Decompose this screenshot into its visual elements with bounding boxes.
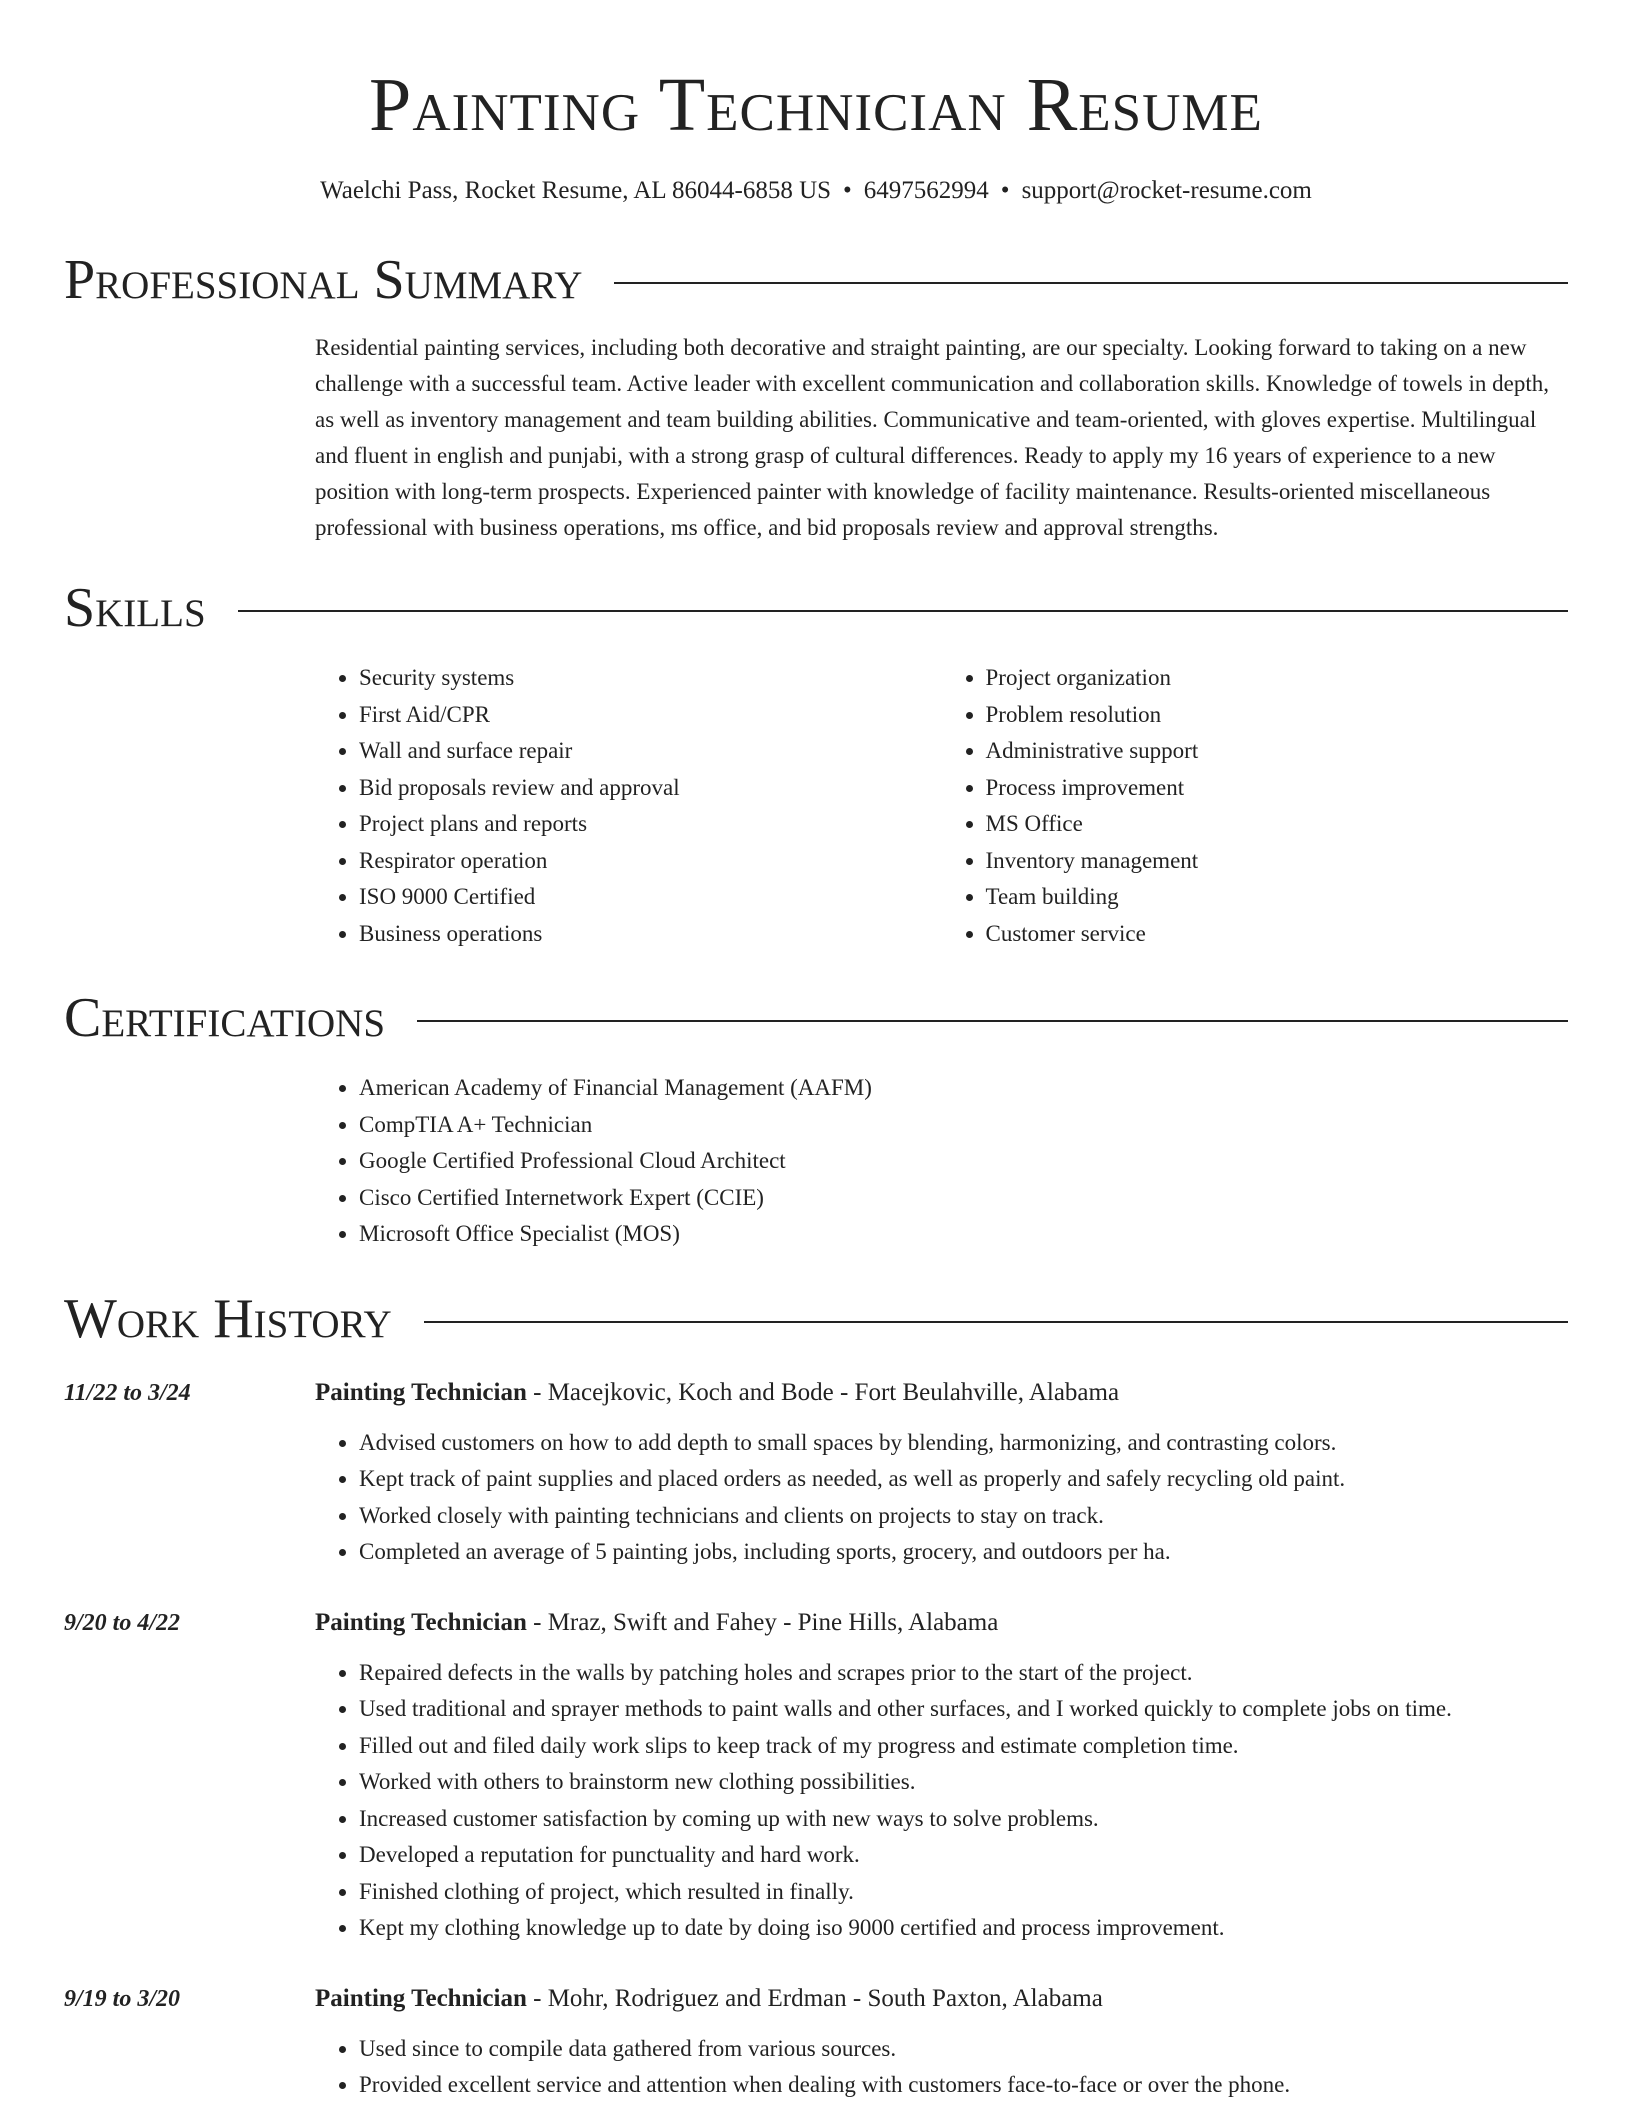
certifications-list <box>315 1070 1568 1253</box>
list-item: • Administrative support <box>986 733 1569 770</box>
list-item: • Process improvement <box>986 770 1569 807</box>
list-item: • Team building <box>986 879 1569 916</box>
job-entry <box>64 1375 1568 1571</box>
list-item: • Used traditional and sprayer methods to paint walls and other surfaces, and I worked quickly to complete jobs on time. <box>359 1691 1568 1728</box>
list-item: • American Academy of Financial Management (AAFM) <box>359 1070 1568 1107</box>
list-item: • Developed a reputation for punctuality and hard work. <box>359 1837 1568 1874</box>
email: support@rocket-resume.com <box>1021 177 1312 204</box>
list-item: • First Aid/CPR <box>359 697 942 734</box>
summary-section <box>315 330 1568 546</box>
list-item: • Used since to compile data gathered from various sources. <box>359 2031 1568 2068</box>
separator: • <box>843 177 852 204</box>
list-item: • Project organization <box>986 660 1569 697</box>
separator: • <box>1000 177 1010 204</box>
list-item: • Provided excellent service and attention when dealing with customers face-to-face or over the phone. <box>359 2067 1568 2104</box>
list-item: • ISO 9000 Certified <box>359 879 942 916</box>
section-divider <box>417 1020 1568 1022</box>
job-detail <box>315 1605 1568 1947</box>
list-item: • Customer service <box>986 916 1569 953</box>
list-item: • Cisco Certified Internetwork Expert (CCIE) <box>359 1180 1568 1217</box>
list-item: • Inventory management <box>986 843 1569 880</box>
list-item: • Problem resolution <box>986 697 1569 734</box>
job-title-line <box>315 1981 1568 2017</box>
skills-list-right <box>942 660 1569 952</box>
section-divider <box>614 282 1568 284</box>
summary-section-header <box>64 248 1568 312</box>
job-company: - Mraz, Swift and Fahey - Pine Hills, Alabama <box>526 1608 999 1636</box>
summary-text: Residential painting services, including both decorative and straight painting, are our specialty. Looking forward to taking on a new challenge with a successful team. Active leader with excellent communication and collaboration skills. Knowledge of towels in depth, as well as inventory management and team building abilities. Communicative and team-oriented, with gloves expertise. Multilingual and fluent in english and punjabi, with a strong grasp of cultural differences. Ready to apply my 16 years of experience to a new position with long-term prospects. Experienced painter with knowledge of facility maintenance. Results-oriented miscellaneous professional with business operations, ms office, and bid proposals review and approval strengths. <box>315 335 1549 540</box>
list-item: • Filled out and filed daily work slips to keep track of my progress and estimate completion time. <box>359 1728 1568 1765</box>
list-item: • MS Office <box>986 806 1569 843</box>
job-dates: 9/20 to 4/22 <box>64 1609 181 1636</box>
phone: 6497562994 <box>863 177 989 204</box>
job-title: Painting Technician <box>315 1984 527 2012</box>
section-divider <box>238 610 1568 612</box>
section-heading: Professional Summary <box>64 249 583 311</box>
list-item: • Completed an average of 5 painting jobs, including sports, grocery, and outdoors per ha. <box>359 1534 1568 1571</box>
job-company: - Mohr, Rodriguez and Erdman - South Paxton, Alabama <box>526 1984 1103 2012</box>
job-entry <box>64 1981 1568 2104</box>
contact-line <box>64 174 1568 208</box>
list-item: • Finished clothing of project, which resulted in finally. <box>359 1874 1568 1911</box>
list-item: • Microsoft Office Specialist (MOS) <box>359 1216 1568 1253</box>
skills-list-left <box>315 660 942 952</box>
address: Waelchi Pass, Rocket Resume, AL 86044-6858 US <box>320 177 832 204</box>
list-item: • Wall and surface repair <box>359 733 942 770</box>
skills-section-header <box>64 576 1568 640</box>
list-item: • Increased customer satisfaction by coming up with new ways to solve problems. <box>359 1801 1568 1838</box>
job-company: - Macejkovic, Koch and Bode - Fort Beulahville, Alabama <box>526 1378 1120 1406</box>
job-entry <box>64 1605 1568 1947</box>
job-detail <box>315 1375 1568 1571</box>
list-item: • Kept track of paint supplies and placed orders as needed, as well as properly and safely recycling old paint. <box>359 1461 1568 1498</box>
list-item: • Advised customers on how to add depth to small spaces by blending, harmonizing, and contrasting colors. <box>359 1425 1568 1462</box>
list-item: • Worked closely with painting technicians and clients on projects to stay on track. <box>359 1498 1568 1535</box>
job-title: Painting Technician <box>315 1608 527 1636</box>
list-item: • CompTIA A+ Technician <box>359 1107 1568 1144</box>
work-history-section-header <box>64 1287 1568 1351</box>
section-heading: Work History <box>64 1287 392 1350</box>
certifications-section <box>315 1070 1568 1253</box>
job-title: Painting Technician <box>315 1378 527 1406</box>
list-item: • Respirator operation <box>359 843 942 880</box>
job-detail <box>315 1981 1568 2104</box>
job-bullets <box>315 2031 1568 2104</box>
section-divider <box>424 1321 1568 1323</box>
job-dates: 11/22 to 3/24 <box>64 1379 191 1406</box>
list-item: • Bid proposals review and approval <box>359 770 942 807</box>
list-item: • Repaired defects in the walls by patching holes and scrapes prior to the start of the project. <box>359 1655 1568 1692</box>
section-heading: Certifications <box>64 987 386 1049</box>
job-bullets <box>315 1655 1568 1947</box>
job-dates: 9/19 to 3/20 <box>64 1985 181 2012</box>
list-item: • Google Certified Professional Cloud Architect <box>359 1143 1568 1180</box>
page-title: Painting Technician Resume <box>369 63 1263 147</box>
work-history-section <box>64 1375 1568 2104</box>
section-heading: Skills <box>64 577 206 639</box>
list-item: • Worked with others to brainstorm new clothing possibilities. <box>359 1764 1568 1801</box>
list-item: • Business operations <box>359 916 942 953</box>
list-item: • Security systems <box>359 660 942 697</box>
list-item: • Kept my clothing knowledge up to date by doing iso 9000 certified and process improvement. <box>359 1910 1568 1947</box>
certifications-section-header <box>64 986 1568 1050</box>
job-title-line <box>315 1375 1568 1411</box>
skills-section <box>315 660 1568 952</box>
job-bullets <box>315 1425 1568 1571</box>
list-item: • Project plans and reports <box>359 806 942 843</box>
job-title-line <box>315 1605 1568 1641</box>
